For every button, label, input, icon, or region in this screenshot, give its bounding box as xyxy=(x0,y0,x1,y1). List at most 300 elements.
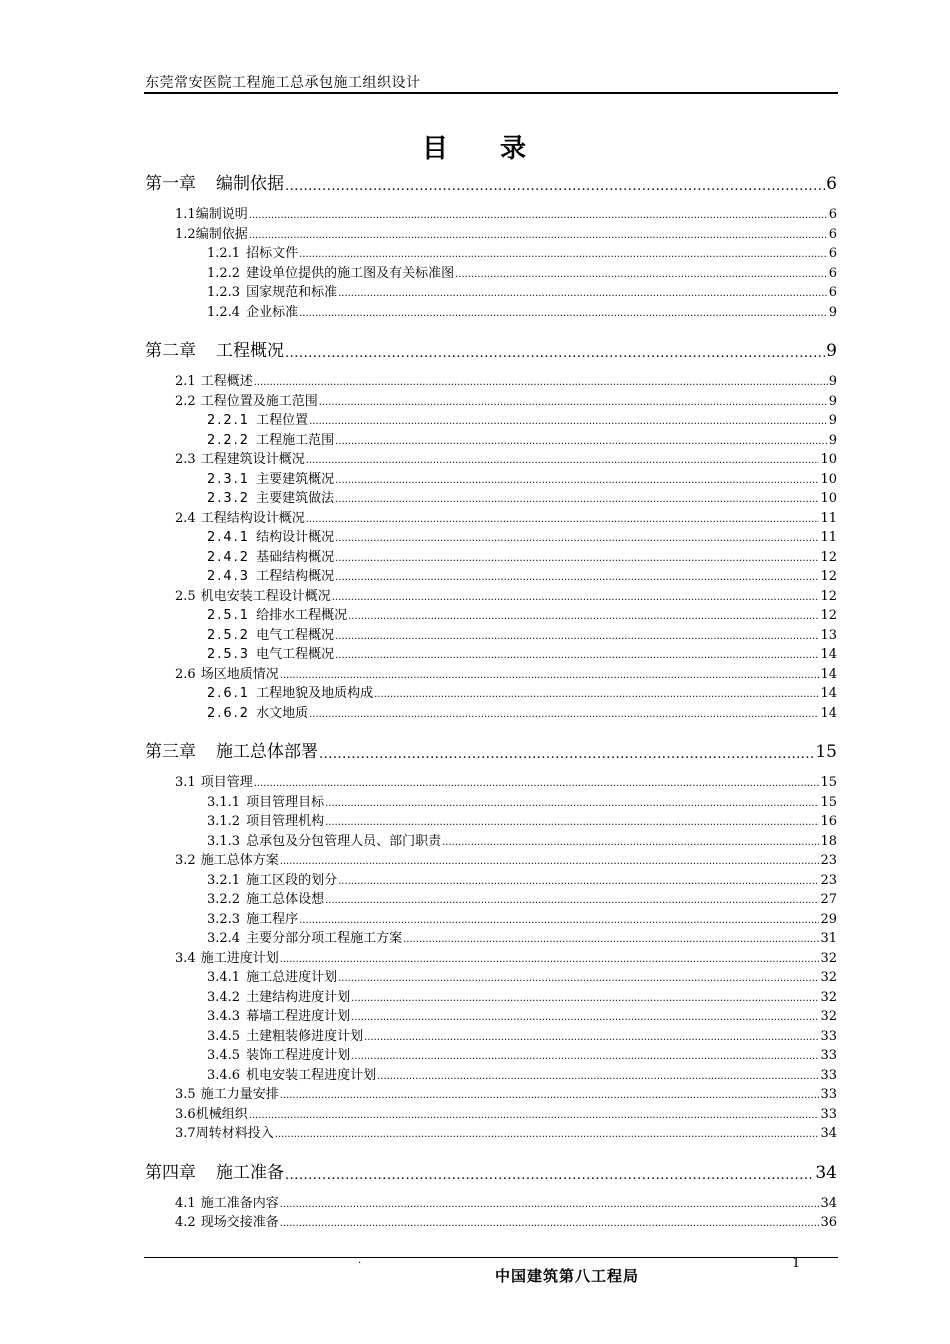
toc-leader-dots xyxy=(275,1129,820,1141)
toc-entry-number: 3.1 xyxy=(175,775,196,790)
toc-entry-label xyxy=(175,947,279,966)
toc-page-number: 32 xyxy=(820,970,837,985)
toc-section-entry[interactable] xyxy=(175,1123,837,1141)
toc-entry-text: 施工进度计划 xyxy=(200,950,279,966)
toc-leader-dots xyxy=(325,798,819,810)
toc-entry-text: 工程地貌及地质构成 xyxy=(256,686,374,701)
toc-entry-text: 结构设计概况 xyxy=(256,530,335,545)
toc-entry-label xyxy=(175,203,248,222)
toc-entry-text: 主要建筑概况 xyxy=(256,471,335,487)
toc-page-number: 29 xyxy=(820,911,837,927)
toc-entry-number: 2.4.1 xyxy=(207,530,251,545)
toc-leader-dots xyxy=(319,747,814,762)
header-divider xyxy=(144,92,838,94)
toc-entry-number: 3.5 xyxy=(175,1087,196,1102)
toc-subsection-entry[interactable] xyxy=(207,1026,837,1044)
toc-entry-label xyxy=(175,585,331,604)
toc-leader-dots xyxy=(377,1071,819,1083)
toc-section-entry[interactable] xyxy=(175,204,837,222)
toc-page-number: 9 xyxy=(828,304,837,320)
toc-title-left: 目 xyxy=(421,134,450,164)
toc-leader-dots xyxy=(306,514,820,526)
toc-page-number: 34 xyxy=(820,1195,837,1211)
toc-entry-number: 第一章 xyxy=(145,174,196,194)
toc-entry-number: 3.1.1 xyxy=(207,794,241,810)
toc-section-entry[interactable] xyxy=(175,224,837,242)
toc-entry-label xyxy=(207,888,324,907)
toc-page-number: 32 xyxy=(820,1009,837,1024)
toc-entry-text: 主要建筑做法 xyxy=(256,491,335,506)
toc-subsection-entry[interactable] xyxy=(207,870,837,888)
toc-leader-dots xyxy=(249,210,828,222)
toc-leader-dots xyxy=(319,397,828,409)
toc-entry-label xyxy=(207,643,334,662)
toc-page-number: 34 xyxy=(815,1162,837,1183)
toc-entry-number: 3.6 xyxy=(175,1106,196,1122)
toc-subsection-entry[interactable] xyxy=(207,644,837,662)
toc-subsection-entry[interactable] xyxy=(207,488,837,506)
toc-entry-number: 3.2.2 xyxy=(207,892,241,907)
toc-entry-number: 3.7 xyxy=(175,1126,196,1141)
toc-entry-number: 第二章 xyxy=(145,341,196,361)
toc-entry-label xyxy=(207,242,298,261)
toc-entry-number: 3.4.3 xyxy=(207,1009,241,1024)
toc-entry-text: 工程位置 xyxy=(256,413,309,428)
toc-entry-text: 工程建筑设计概况 xyxy=(200,452,305,467)
toc-page-number: 9 xyxy=(828,432,837,448)
toc-leader-dots xyxy=(249,230,828,242)
toc-section-entry[interactable] xyxy=(175,586,837,604)
toc-entry-label xyxy=(207,791,324,810)
toc-entry-number: 2.6.2 xyxy=(207,705,251,721)
toc-entry-text: 水文地质 xyxy=(256,705,309,721)
toc-entry-label xyxy=(207,624,334,643)
toc-entry-text: 给排水工程概况 xyxy=(256,608,348,623)
toc-entry-text: 工程结构设计概况 xyxy=(200,510,305,526)
toc-page-number: 6 xyxy=(826,174,837,194)
toc-entry-text: 项目管理 xyxy=(200,775,253,790)
toc-entry-label xyxy=(207,468,334,487)
toc-entry-number: 1.2.4 xyxy=(207,304,241,320)
toc-entry-number: 3.4.2 xyxy=(207,989,241,1005)
toc-leader-dots xyxy=(254,377,828,389)
toc-entry-text: 工程位置及施工范围 xyxy=(200,393,318,409)
toc-entry-label xyxy=(207,908,298,927)
toc-subsection-entry[interactable] xyxy=(207,302,837,320)
toc-entry-text: 总承包及分包管理人员、部门职责 xyxy=(246,833,442,849)
toc-entry-text: 项目管理目标 xyxy=(246,794,325,810)
toc-leader-dots xyxy=(364,1032,819,1044)
toc-subsection-entry[interactable] xyxy=(207,811,837,829)
toc-leader-dots xyxy=(335,494,819,506)
toc-subsection-entry[interactable] xyxy=(207,703,837,721)
toc-entry-text: 施工程序 xyxy=(246,911,299,927)
toc-leader-dots xyxy=(335,533,819,545)
toc-leader-dots xyxy=(351,1012,819,1024)
toc-chapter-entry[interactable] xyxy=(145,172,837,194)
toc-entry-number: 1.2.3 xyxy=(207,285,241,300)
toc-entry-number: 2.4.3 xyxy=(207,569,251,584)
toc-subsection-entry[interactable] xyxy=(207,410,837,428)
toc-page-number: 15 xyxy=(820,775,837,790)
toc-leader-dots xyxy=(335,553,819,565)
toc-entry-number: 3.1.2 xyxy=(207,814,241,829)
toc-entry-label xyxy=(207,526,334,545)
toc-entry-label xyxy=(175,390,318,409)
toc-entry-label xyxy=(175,370,253,389)
toc-entry-label xyxy=(145,169,284,194)
toc-entry-number: 2.1 xyxy=(175,374,196,389)
toc-entry-text: 幕墙工程进度计划 xyxy=(246,1009,351,1024)
toc-page-number: 32 xyxy=(820,989,837,1005)
toc-entry-number: 3.4.5 xyxy=(207,1028,241,1044)
toc-entry-text: 装饰工程进度计划 xyxy=(246,1048,351,1063)
toc-entry-number: 2.2.1 xyxy=(207,413,251,428)
toc-page-number: 10 xyxy=(820,471,837,487)
toc-subsection-entry[interactable] xyxy=(207,987,837,1005)
toc-page-number: 9 xyxy=(828,413,837,428)
toc-entry-number: 1.2.2 xyxy=(207,265,241,281)
toc-page-number: 23 xyxy=(820,872,837,888)
toc-entry-number: 1.2.1 xyxy=(207,246,241,261)
toc-leader-dots xyxy=(338,288,828,300)
toc-leader-dots xyxy=(280,1199,820,1211)
toc-page-number: 12 xyxy=(820,608,837,623)
toc-entry-text: 电气工程概况 xyxy=(256,647,335,662)
toc-page-number: 13 xyxy=(820,627,837,643)
toc-leader-dots xyxy=(325,817,819,829)
toc-entry-text: 编制说明 xyxy=(195,207,248,222)
toc-leader-dots xyxy=(374,689,819,701)
toc-entry-label xyxy=(207,702,308,721)
toc-leader-dots xyxy=(285,1168,814,1183)
toc-entry-number: 2.2.2 xyxy=(207,432,251,448)
toc-entry-text: 施工力量安排 xyxy=(200,1087,279,1102)
toc-page-number: 15 xyxy=(820,794,837,810)
toc-entry-number: 2.2 xyxy=(175,393,196,409)
toc-entry-number: 2.6.1 xyxy=(207,686,251,701)
toc-section-entry[interactable] xyxy=(175,1193,837,1211)
toc-page-number: 15 xyxy=(815,742,837,762)
toc-leader-dots xyxy=(280,670,820,682)
toc-page-number: 10 xyxy=(820,452,837,467)
toc-entry-label xyxy=(175,1192,279,1211)
toc-subsection-entry[interactable] xyxy=(207,1006,837,1024)
toc-entry-label xyxy=(207,262,454,281)
toc-entry-text: 企业标准 xyxy=(246,304,299,320)
toc-entry-label xyxy=(175,448,305,467)
document-header-title: 东莞常安医院工程施工总承包施工组织设计 xyxy=(145,75,421,91)
toc-entry-text: 机械组织 xyxy=(195,1106,248,1122)
toc-entry-text: 施工总体部署 xyxy=(216,742,318,762)
toc-page-number: 33 xyxy=(820,1067,837,1083)
toc-section-entry[interactable] xyxy=(175,391,837,409)
toc-entry-text: 电气工程概况 xyxy=(256,627,335,643)
toc-page-number: 11 xyxy=(820,510,837,526)
toc-entry-text: 施工总体设想 xyxy=(246,892,325,907)
toc-entry-text: 机电安装工程设计概况 xyxy=(200,588,331,604)
toc-subsection-entry[interactable] xyxy=(207,683,837,701)
toc-leader-dots xyxy=(455,269,828,281)
toc-entry-number: 4.1 xyxy=(175,1195,196,1211)
toc-subsection-entry[interactable] xyxy=(207,243,837,261)
toc-entry-number: 2.4.2 xyxy=(207,549,251,565)
toc-entry-label xyxy=(207,429,334,448)
toc-leader-dots xyxy=(325,895,819,907)
toc-leader-dots xyxy=(338,973,819,985)
toc-section-entry[interactable] xyxy=(175,1104,837,1122)
toc-page-number: 16 xyxy=(820,814,837,829)
toc-entry-label xyxy=(175,223,248,242)
toc-section-entry[interactable] xyxy=(175,1084,837,1102)
toc-leader-dots xyxy=(332,592,820,604)
toc-entry-label xyxy=(207,966,337,985)
toc-leader-dots xyxy=(280,1090,820,1102)
toc-subsection-entry[interactable] xyxy=(207,831,837,849)
toc-section-entry[interactable] xyxy=(175,508,837,526)
toc-subsection-entry[interactable] xyxy=(207,909,837,927)
toc-leader-dots xyxy=(442,837,819,849)
toc-page-number: 12 xyxy=(820,549,837,565)
toc-page-number: 14 xyxy=(820,666,837,682)
toc-page-number: 12 xyxy=(820,569,837,584)
footer-company-name: 中国建筑第八工程局 xyxy=(495,1267,640,1285)
toc-entry-number: 第三章 xyxy=(145,742,196,762)
toc-entry-number: 3.2.1 xyxy=(207,872,241,888)
toc-leader-dots xyxy=(348,611,819,623)
toc-entry-text: 工程概况 xyxy=(216,341,284,361)
toc-entry-label xyxy=(207,1064,376,1083)
toc-entry-label xyxy=(207,682,373,701)
toc-entry-number: 3.4 xyxy=(175,950,196,966)
toc-entry-text: 施工总进度计划 xyxy=(246,970,338,985)
toc-chapter-entry[interactable] xyxy=(145,339,837,361)
toc-page-number: 36 xyxy=(820,1215,837,1230)
toc-page-number: 23 xyxy=(820,853,837,868)
toc-subsection-entry[interactable] xyxy=(207,792,837,810)
toc-entry-text: 施工准备 xyxy=(216,1162,284,1183)
toc-entry-number: 3.1.3 xyxy=(207,833,241,849)
toc-subsection-entry[interactable] xyxy=(207,263,837,281)
toc-entry-text: 土建粗装修进度计划 xyxy=(246,1028,364,1044)
toc-subsection-entry[interactable] xyxy=(207,967,837,985)
toc-entry-number: 1.1 xyxy=(175,207,196,222)
toc-entry-number: 2.5.2 xyxy=(207,627,251,643)
toc-subsection-entry[interactable] xyxy=(207,889,837,907)
toc-page-number: 34 xyxy=(820,1126,837,1141)
toc-entry-number: 3.4.5 xyxy=(207,1048,241,1063)
toc-entry-text: 场区地质情况 xyxy=(200,666,279,682)
toc-entry-label xyxy=(175,507,305,526)
toc-entry-label xyxy=(207,565,334,584)
toc-section-entry[interactable] xyxy=(175,850,837,868)
toc-page-number: 11 xyxy=(820,530,837,545)
toc-chapter-entry[interactable] xyxy=(145,740,837,762)
toc-entry-number: 2.5.1 xyxy=(207,608,251,623)
toc-entry-label xyxy=(207,487,334,506)
toc-entry-label xyxy=(175,1122,274,1141)
toc-subsection-entry[interactable] xyxy=(207,605,837,623)
toc-subsection-entry[interactable] xyxy=(207,566,837,584)
toc-entry-text: 施工准备内容 xyxy=(200,1195,279,1211)
toc-leader-dots xyxy=(338,876,819,888)
toc-entry-number: 2.5.3 xyxy=(207,647,251,662)
toc-entry-text: 工程结构概况 xyxy=(256,569,335,584)
toc-page-number: 33 xyxy=(820,1106,837,1122)
toc-entry-label xyxy=(175,1211,279,1230)
toc-leader-dots xyxy=(335,631,819,643)
toc-page-number: 14 xyxy=(820,705,837,721)
footer-dot: · xyxy=(358,1258,362,1269)
toc-entry-label xyxy=(145,737,318,762)
toc-leader-dots xyxy=(335,436,828,448)
toc-entry-number: 1.2 xyxy=(175,226,196,242)
toc-page-number: 6 xyxy=(828,226,837,242)
toc-chapter-entry[interactable] xyxy=(145,1161,837,1183)
toc-page-number: 10 xyxy=(820,491,837,506)
toc-entry-label xyxy=(145,1158,284,1183)
toc-leader-dots xyxy=(403,934,819,946)
toc-leader-dots xyxy=(351,1051,819,1063)
toc-entry-label xyxy=(207,927,402,946)
toc-entry-text: 土建结构进度计划 xyxy=(246,989,351,1005)
toc-entry-label xyxy=(207,409,308,428)
toc-section-entry[interactable] xyxy=(175,449,837,467)
toc-page-number: 18 xyxy=(820,833,837,849)
toc-leader-dots xyxy=(309,709,819,721)
toc-entry-number: 3.2.4 xyxy=(207,931,241,946)
toc-entry-number: 第四章 xyxy=(145,1162,196,1183)
toc-page-number: 9 xyxy=(828,374,837,389)
toc-leader-dots xyxy=(280,954,820,966)
toc-leader-dots xyxy=(285,346,825,361)
toc-section-entry[interactable] xyxy=(175,664,837,682)
toc-entry-text: 施工区段的划分 xyxy=(246,872,338,888)
toc-leader-dots xyxy=(280,856,820,868)
toc-section-entry[interactable] xyxy=(175,1212,837,1230)
toc-page-number: 6 xyxy=(828,246,837,261)
toc-entry-number: 4.2 xyxy=(175,1215,196,1230)
toc-entry-number: 2.5 xyxy=(175,588,196,604)
toc-entry-number: 3.2.3 xyxy=(207,911,241,927)
toc-leader-dots xyxy=(299,249,828,261)
footer-divider xyxy=(144,1257,838,1258)
toc-entry-number: 2.3 xyxy=(175,452,196,467)
toc-entry-text: 周转材料投入 xyxy=(195,1126,274,1141)
toc-entry-label xyxy=(207,1025,363,1044)
page-number: 1 xyxy=(792,1256,801,1271)
toc-section-entry[interactable] xyxy=(175,948,837,966)
toc-entry-text: 主要分部分项工程施工方案 xyxy=(246,931,403,946)
toc-leader-dots xyxy=(335,475,819,487)
toc-page-number: 6 xyxy=(828,285,837,300)
toc-page-number: 9 xyxy=(826,341,837,361)
toc-subsection-entry[interactable] xyxy=(207,282,837,300)
toc-subsection-entry[interactable] xyxy=(207,625,837,643)
toc-entry-text: 编制依据 xyxy=(195,226,248,242)
toc-entry-text: 编制依据 xyxy=(216,174,284,194)
toc-entry-text: 招标文件 xyxy=(246,246,299,261)
toc-entry-label xyxy=(207,301,298,320)
toc-subsection-entry[interactable] xyxy=(207,1045,837,1063)
toc-entry-label xyxy=(175,663,279,682)
toc-entry-number: 3.2 xyxy=(175,853,196,868)
toc-entry-text: 现场交接准备 xyxy=(200,1215,279,1230)
toc-leader-dots xyxy=(249,1110,820,1122)
toc-page-number: 33 xyxy=(820,1048,837,1063)
toc-entry-number: 2.6 xyxy=(175,666,196,682)
toc-subsection-entry[interactable] xyxy=(207,547,837,565)
toc-entry-text: 项目管理机构 xyxy=(246,814,325,829)
toc-entry-label xyxy=(207,281,337,300)
toc-page-number: 12 xyxy=(820,588,837,604)
toc-entry-label xyxy=(207,986,350,1005)
toc-entry-label xyxy=(207,869,337,888)
toc-entry-label xyxy=(207,1044,350,1063)
toc-page-number: 6 xyxy=(828,207,837,222)
toc-entry-text: 基础结构概况 xyxy=(256,549,335,565)
toc-entry-text: 国家规范和标准 xyxy=(246,285,338,300)
toc-page-number: 27 xyxy=(820,892,837,907)
toc-leader-dots xyxy=(254,778,820,790)
toc-entry-label xyxy=(175,1083,279,1102)
toc-page-number: 14 xyxy=(820,647,837,662)
toc-leader-dots xyxy=(306,455,820,467)
toc-page-number: 33 xyxy=(820,1087,837,1102)
toc-page-number: 14 xyxy=(820,686,837,701)
toc-entry-label xyxy=(207,830,441,849)
toc-entry-label xyxy=(175,771,253,790)
toc-section-entry[interactable] xyxy=(175,371,837,389)
toc-title-right: 录 xyxy=(500,134,529,164)
toc-leader-dots xyxy=(309,416,828,428)
toc-subsection-entry[interactable] xyxy=(207,1065,837,1083)
toc-leader-dots xyxy=(335,572,819,584)
toc-entry-text: 施工总体方案 xyxy=(200,853,279,868)
toc-entry-label xyxy=(207,604,347,623)
toc-subsection-entry[interactable] xyxy=(207,928,837,946)
toc-entry-number: 3.4.6 xyxy=(207,1067,241,1083)
toc-section-entry[interactable] xyxy=(175,772,837,790)
toc-title xyxy=(0,128,950,165)
toc-leader-dots xyxy=(280,1218,820,1230)
toc-leader-dots xyxy=(299,308,828,320)
toc-subsection-entry[interactable] xyxy=(207,527,837,545)
toc-subsection-entry[interactable] xyxy=(207,469,837,487)
toc-entry-label xyxy=(207,1005,350,1024)
toc-leader-dots xyxy=(299,915,819,927)
toc-entry-label xyxy=(175,849,279,868)
toc-entry-number: 2.3.1 xyxy=(207,471,251,487)
toc-leader-dots xyxy=(351,993,819,1005)
toc-page-number: 6 xyxy=(828,265,837,281)
toc-entry-label xyxy=(207,546,334,565)
toc-entry-number: 3.4.1 xyxy=(207,970,241,985)
toc-subsection-entry[interactable] xyxy=(207,430,837,448)
toc-page-number: 9 xyxy=(828,393,837,409)
toc-page-number: 33 xyxy=(820,1028,837,1044)
toc-leader-dots xyxy=(335,650,819,662)
toc-entry-label xyxy=(145,336,284,361)
toc-entry-text: 建设单位提供的施工图及有关标准图 xyxy=(246,265,455,281)
toc-entry-number: 2.3.2 xyxy=(207,491,251,506)
toc-page-number: 32 xyxy=(820,950,837,966)
toc-entry-number: 2.4 xyxy=(175,510,196,526)
toc-leader-dots xyxy=(285,179,825,194)
toc-entry-label xyxy=(207,810,324,829)
toc-entry-label xyxy=(175,1103,248,1122)
toc-entry-text: 机电安装工程进度计划 xyxy=(246,1067,377,1083)
